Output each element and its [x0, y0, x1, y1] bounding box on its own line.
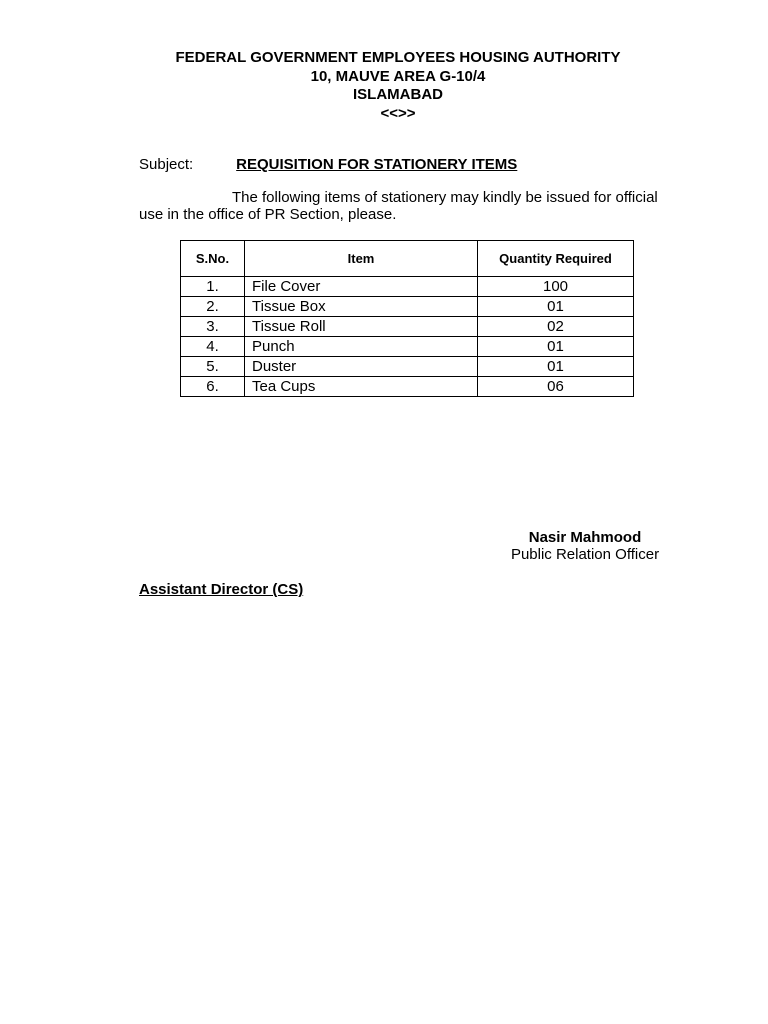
signatory-designation: Public Relation Officer	[510, 546, 660, 563]
row-item: Tissue Roll	[245, 317, 478, 337]
table-row	[181, 337, 634, 357]
organization-name: FEDERAL GOVERNMENT EMPLOYEES HOUSING AUTHORITY	[175, 49, 621, 66]
table-row	[181, 377, 634, 397]
subject-row	[139, 156, 517, 174]
body-line-1: The following items of stationery may kindly be issued for official	[232, 189, 658, 206]
table-header-row	[181, 241, 634, 277]
recipient: Assistant Director (CS)	[139, 581, 304, 598]
stationery-items-table	[180, 240, 634, 397]
row-sno: 3.	[181, 317, 245, 337]
table-row	[181, 357, 634, 377]
header-ornament: <<>>	[380, 104, 416, 122]
column-header-sno: S.No.	[181, 241, 245, 277]
subject-label: Subject:	[139, 156, 194, 173]
table-row	[181, 297, 634, 317]
row-quantity: 01	[478, 357, 634, 377]
signatory-name: Nasir Mahmood	[528, 529, 642, 546]
row-quantity: 02	[478, 317, 634, 337]
row-quantity: 01	[478, 297, 634, 317]
row-sno: 4.	[181, 337, 245, 357]
row-item: File Cover	[245, 277, 478, 297]
organization-city: ISLAMABAD	[353, 86, 443, 103]
row-item: Duster	[245, 357, 478, 377]
body-paragraph	[139, 189, 684, 223]
row-sno: 6.	[181, 377, 245, 397]
body-line-2: use in the office of PR Section, please.	[139, 206, 397, 223]
organization-address: 10, MAUVE AREA G-10/4	[310, 67, 486, 85]
row-item: Tissue Box	[245, 297, 478, 317]
letterhead	[0, 49, 768, 123]
signature-block	[490, 529, 680, 563]
row-quantity: 01	[478, 337, 634, 357]
row-quantity: 06	[478, 377, 634, 397]
subject-title: REQUISITION FOR STATIONERY ITEMS	[236, 156, 518, 173]
row-quantity: 100	[478, 277, 634, 297]
row-sno: 2.	[181, 297, 245, 317]
column-header-quantity: Quantity Required	[478, 241, 634, 277]
row-item: Punch	[245, 337, 478, 357]
row-sno: 5.	[181, 357, 245, 377]
row-sno: 1.	[181, 277, 245, 297]
row-item: Tea Cups	[245, 377, 478, 397]
column-header-item: Item	[245, 241, 478, 277]
table-row	[181, 277, 634, 297]
table-row	[181, 317, 634, 337]
